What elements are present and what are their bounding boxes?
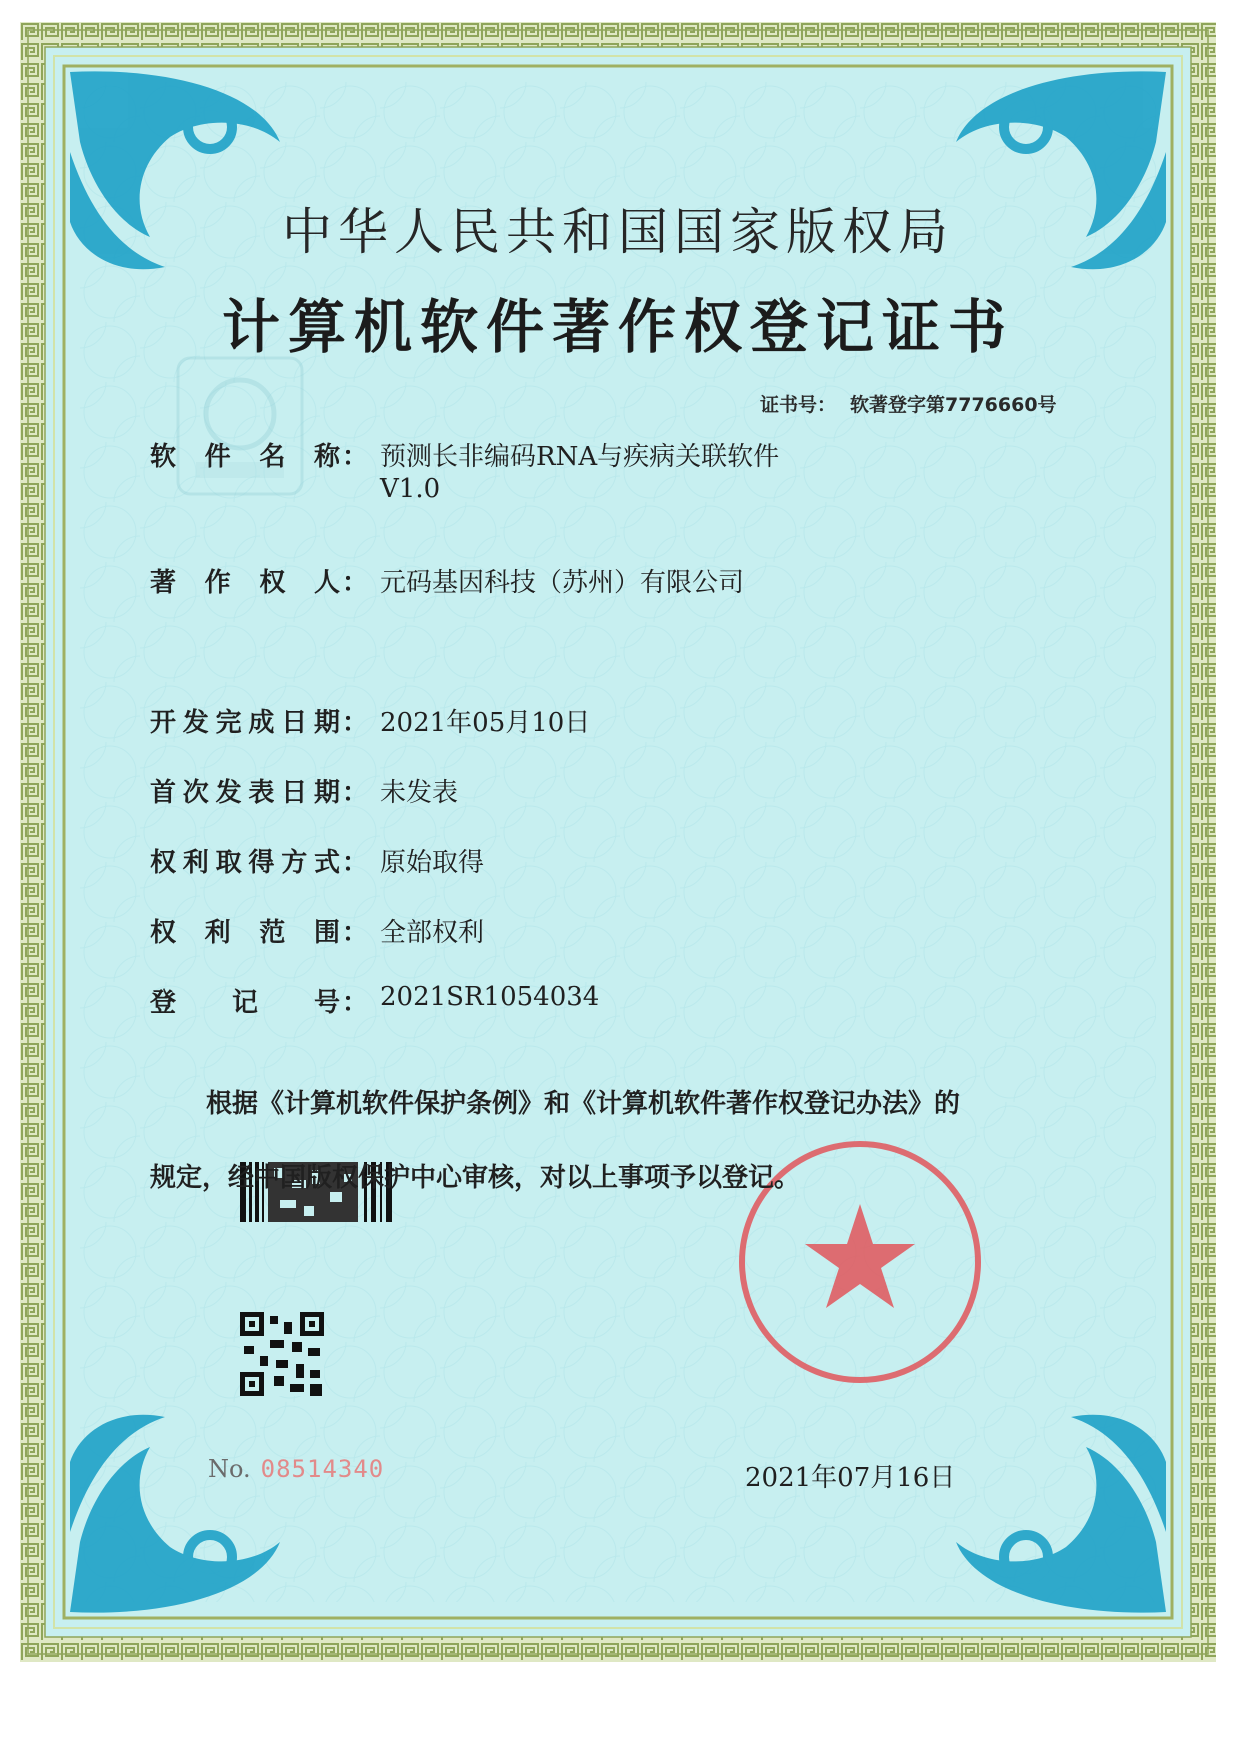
field-colon: ： [342,848,369,878]
statement-line-1: 根据《计算机软件保护条例》和《计算机软件著作权登记办法》的 [206,1089,961,1119]
issuer-title: 中华人民共和国国家版权局 [282,203,954,261]
field-value-acquisition-method: 原始取得 [380,848,485,878]
field-value-first-publication-date: 未发表 [380,778,459,808]
field-label-rights-scope: 权利范围 [150,918,340,948]
field-value-copyright-owner: 元码基因科技（苏州）有限公司 [380,568,745,598]
field-value-completion-date: 2021年05月10日 [380,708,591,738]
certificate-number [760,390,1057,417]
field-label-software-name: 软件名称 [150,442,340,472]
field-label-copyright-owner: 著作权人 [150,568,340,598]
statement-line-2: 规定，经中国版权保护中心审核，对以上事项予以登记。 [150,1163,801,1193]
certificate-sheet [20,22,1216,1662]
field-value-software-name: 预测长非编码RNA与疾病关联软件 [380,442,780,472]
field-colon: ： [342,708,369,738]
field-label-first-publication-date: 首次发表日期 [150,778,340,808]
qr-code [240,1312,324,1396]
registration-statement [150,1067,1110,1215]
field-label-registration-number: 登记号 [150,988,340,1018]
field-colon: ： [342,778,369,808]
certificate-title: 计算机软件著作权登记证书 [221,293,1014,361]
field-value-rights-scope: 全部权利 [380,918,485,948]
certificate-number-label: 证书号： [760,394,837,416]
field-label-completion-date: 开发完成日期 [150,708,340,738]
field-colon: ： [342,442,369,472]
certificate-number-value: 软著登字第7776660号 [850,394,1057,416]
serial-value: 08514340 [260,1455,385,1483]
field-colon: ： [342,568,369,598]
serial-prefix: No. [208,1455,251,1483]
field-colon: ： [342,918,369,948]
field-label-acquisition-method: 权利取得方式 [150,848,340,878]
field-value-software-version: V1.0 [380,474,441,504]
field-colon: ： [342,988,369,1018]
field-value-registration-number: 2021SR1054034 [380,982,600,1012]
issue-date: 2021年07月16日 [745,1463,956,1493]
serial-number [208,1455,384,1483]
